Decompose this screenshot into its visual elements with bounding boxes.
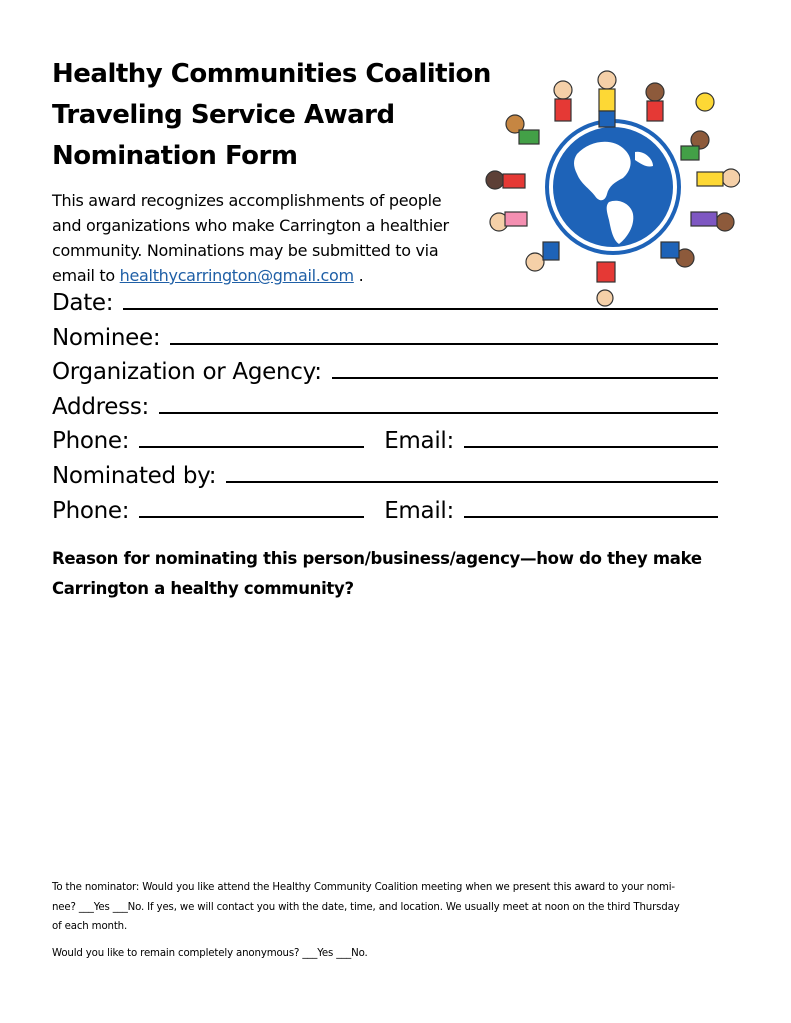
phone-label-2: Phone: bbox=[52, 497, 130, 524]
email-field-2[interactable] bbox=[464, 498, 718, 518]
date-label: Date: bbox=[52, 290, 114, 316]
globe-with-children-icon bbox=[485, 62, 740, 307]
organization-field[interactable] bbox=[332, 359, 718, 379]
nominator-question bbox=[52, 878, 752, 937]
intro-line-4 bbox=[52, 263, 492, 288]
form-title bbox=[52, 54, 502, 177]
intro-email-suffix: . bbox=[358, 266, 364, 285]
phone-email-row bbox=[52, 428, 718, 463]
address-label: Address: bbox=[52, 393, 149, 420]
date-field[interactable] bbox=[123, 290, 718, 310]
email-field[interactable] bbox=[464, 428, 718, 448]
address-field[interactable] bbox=[159, 394, 718, 414]
intro-line-1: This award recognizes accomplishments of people bbox=[52, 191, 442, 210]
reason-heading bbox=[52, 544, 742, 604]
footer-line-4: Would you like to remain completely anonymous? ___Yes ___No. bbox=[52, 948, 368, 959]
phone-field-2[interactable] bbox=[139, 498, 364, 518]
title-line-2: Traveling Service Award bbox=[52, 100, 395, 130]
footer-line-1: To the nominator: Would you like attend the Healthy Community Coalition meeting when we present this award to your nomi- bbox=[52, 882, 675, 893]
nominee-field[interactable] bbox=[170, 325, 718, 345]
email-link[interactable]: healthycarrington@gmail.com bbox=[119, 266, 354, 285]
phone-label: Phone: bbox=[52, 428, 130, 455]
intro-line-2: and organizations who make Carrington a healthier bbox=[52, 216, 449, 235]
title-line-1: Healthy Communities Coalition bbox=[52, 59, 491, 89]
footer-line-2: nee? ___Yes ___No. If yes, we will contact you with the date, time, and location. We usually meet at noon on the third Thursday bbox=[52, 901, 680, 913]
email-label: Email: bbox=[384, 428, 454, 455]
anonymous-question bbox=[52, 944, 752, 964]
nominee-label: Nominee: bbox=[52, 324, 161, 351]
intro-line-3: community. Nominations may be submitted to via bbox=[52, 241, 439, 260]
reason-line-2: Carrington a healthy community? bbox=[52, 579, 354, 598]
organization-row bbox=[52, 359, 718, 394]
organization-label: Organization or Agency: bbox=[52, 359, 322, 386]
nominated-by-row bbox=[52, 463, 718, 498]
date-row bbox=[52, 290, 718, 325]
reason-line-1: Reason for nominating this person/business/agency—how do they make bbox=[52, 549, 702, 568]
email-label-2: Email: bbox=[384, 497, 454, 524]
footer-line-3: of each month. bbox=[52, 921, 128, 932]
nominee-row bbox=[52, 325, 718, 360]
title-line-3: Nomination Form bbox=[52, 141, 298, 171]
nominated-by-label: Nominated by: bbox=[52, 462, 217, 489]
phone-field[interactable] bbox=[139, 428, 364, 448]
intro-email-prefix: email to bbox=[52, 266, 115, 285]
intro-paragraph bbox=[52, 188, 492, 288]
phone-email-row-2 bbox=[52, 498, 718, 533]
nomination-fields bbox=[52, 290, 718, 532]
address-row bbox=[52, 394, 718, 429]
nominated-by-field[interactable] bbox=[226, 463, 718, 483]
